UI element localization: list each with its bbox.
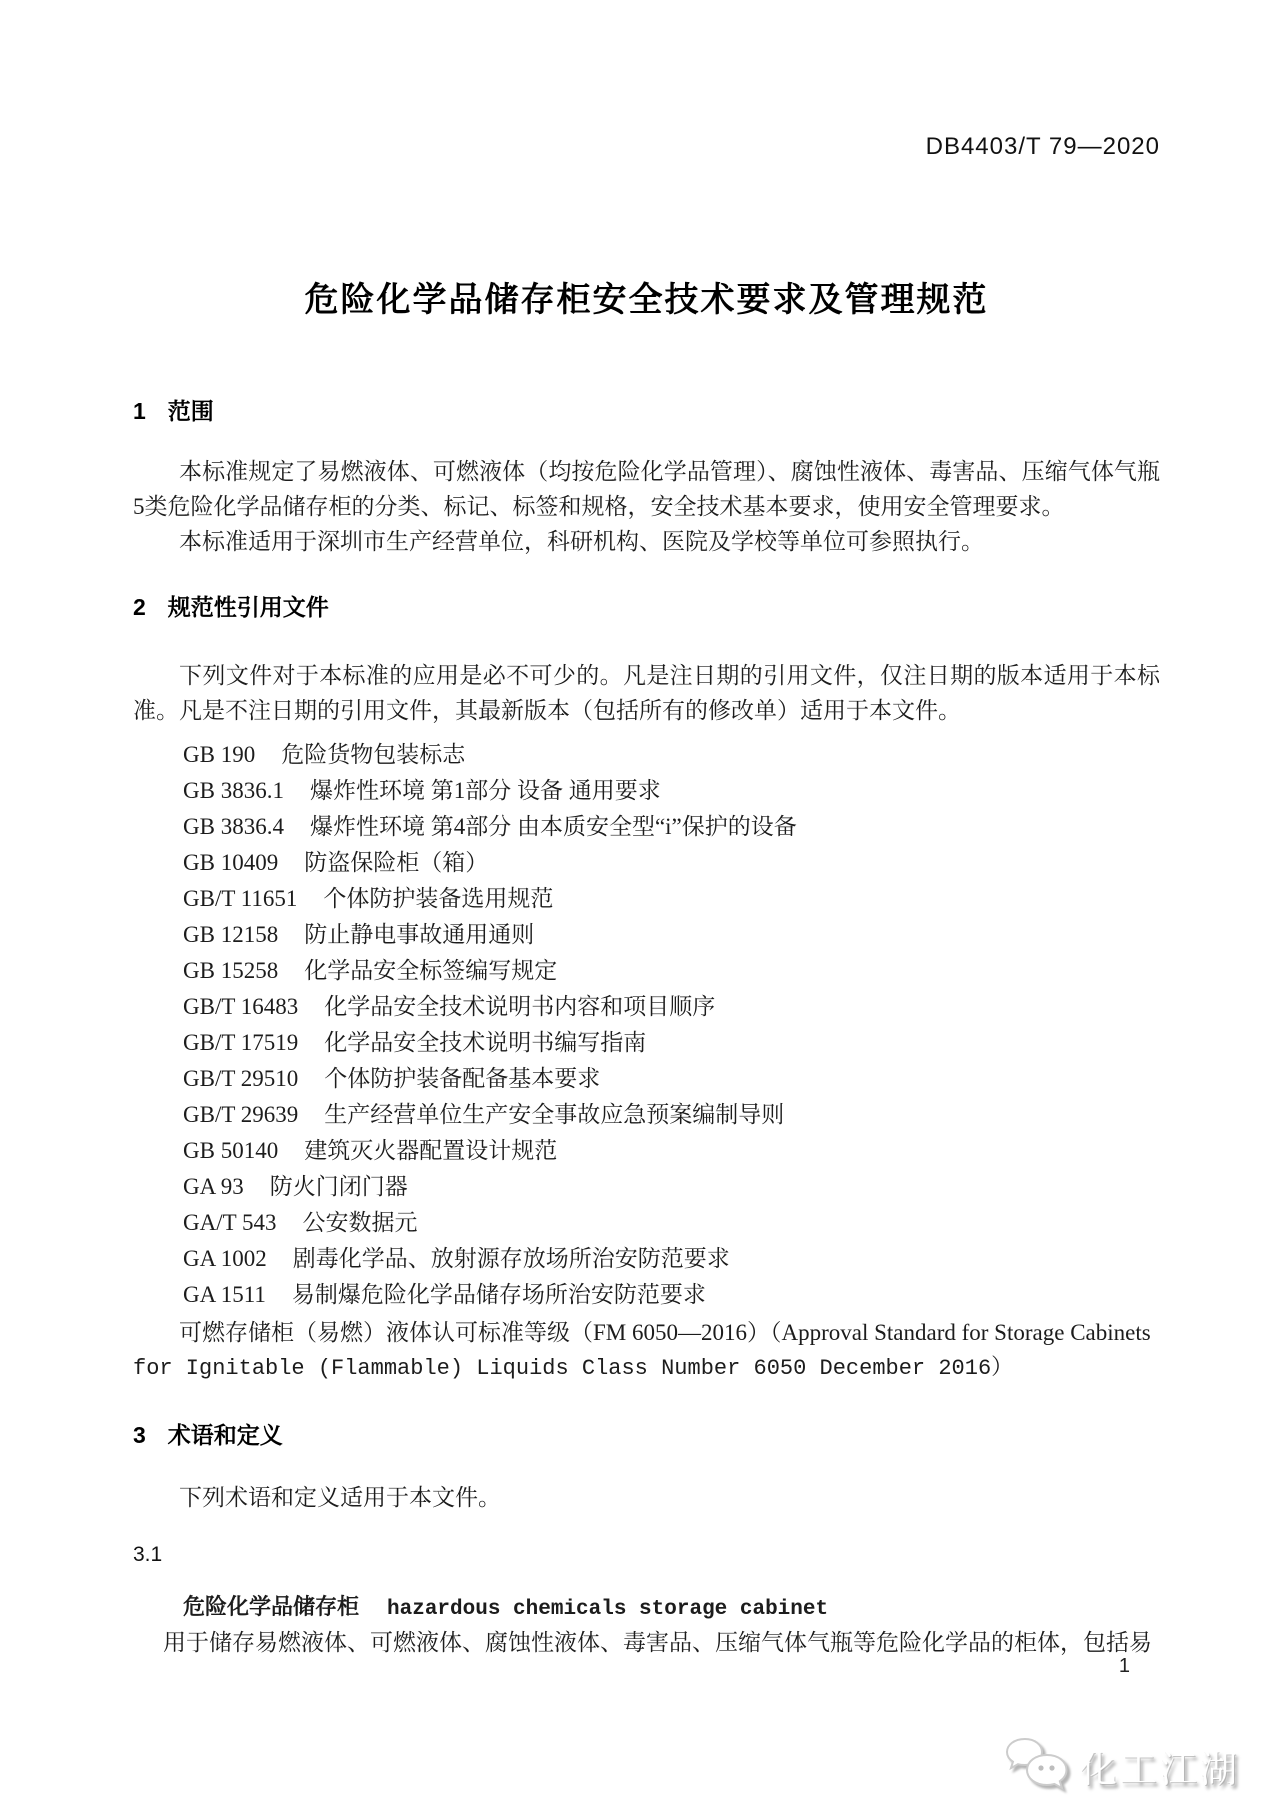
section-2-intro: 下列文件对于本标准的应用是必不可少的。凡是注日期的引用文件，仅注日期的版本适用于本标准。凡是不注日期的引用文件，其最新版本（包括所有的修改单）适用于本文件。: [133, 663, 1160, 723]
section-1-heading: [133, 396, 1160, 427]
fm-standard-reference: [133, 1315, 1160, 1387]
reference-title: 防止静电事故通用通则: [304, 922, 535, 947]
reference-list: [133, 737, 1160, 1313]
reference-title: 易制爆危险化学品储存场所治安防范要求: [291, 1282, 706, 1307]
reference-item: [183, 1277, 1160, 1313]
section-3-number: 3: [133, 1422, 146, 1448]
term-chinese: 危险化学品储存柜: [183, 1594, 360, 1619]
section-2-heading: [133, 592, 1160, 623]
reference-title: 公安数据元: [302, 1210, 418, 1235]
fm-standard-line-2: for Ignitable (Flammable) Liquids Class Number 6050 December 2016）: [133, 1356, 1014, 1381]
document-title: 危险化学品储存柜安全技术要求及管理规范: [304, 281, 989, 319]
reference-item: [183, 1205, 1160, 1241]
reference-title: 防盗保险柜（箱）: [304, 850, 489, 875]
reference-title: 防火门闭门器: [269, 1174, 408, 1199]
reference-code: GB/T 17519: [183, 1030, 299, 1055]
page-number: 1: [1118, 1655, 1130, 1677]
reference-item: [183, 1061, 1160, 1097]
reference-title: 化学品安全技术说明书内容和项目顺序: [324, 994, 716, 1019]
section-2-title: 规范性引用文件: [167, 594, 329, 620]
term-heading: [133, 1592, 1160, 1625]
reference-code: GB 190: [183, 742, 256, 767]
reference-item: [183, 953, 1160, 989]
term-english: hazardous chemicals storage cabinet: [387, 1598, 829, 1621]
reference-code: GB 12158: [183, 922, 279, 947]
watermark-text: 化工江湖: [1080, 1749, 1240, 1790]
fm-standard-line-1: 可燃存储柜（易燃）液体认可标准等级（FM 6050—2016）（Approval Standard for Storage Cabinets: [179, 1320, 1151, 1345]
reference-title: 个体防护装备配备基本要求: [324, 1066, 601, 1091]
reference-title: 建筑灭火器配置设计规范: [304, 1138, 558, 1163]
reference-item: [183, 1025, 1160, 1061]
standard-code: DB4403/T 79—2020: [925, 133, 1160, 160]
reference-code: GB 15258: [183, 958, 279, 983]
section-1-title: 范围: [167, 398, 214, 424]
reference-code: GB/T 29639: [183, 1102, 299, 1127]
section-1-number: 1: [133, 398, 146, 424]
reference-title: 爆炸性环境 第4部分 由本质安全型“i”保护的设备: [309, 814, 797, 839]
section-1-paragraph-1: 本标准规定了易燃液体、可燃液体（均按危险化学品管理）、腐蚀性液体、毒害品、压缩气体气瓶5类危险化学品储存柜的分类、标记、标签和规格，安全技术基本要求，使用安全管理要求。: [133, 459, 1160, 519]
section-3-title: 术语和定义: [167, 1422, 283, 1448]
section-1-paragraph-2: 本标准适用于深圳市生产经营单位，科研机构、医院及学校等单位可参照执行。: [179, 529, 984, 554]
reference-code: GA 1002: [183, 1246, 267, 1271]
reference-code: GB/T 11651: [183, 886, 298, 911]
reference-title: 爆炸性环境 第1部分 设备 通用要求: [309, 778, 661, 803]
reference-code: GB 50140: [183, 1138, 279, 1163]
reference-item: [183, 809, 1160, 845]
reference-item: [183, 917, 1160, 953]
section-2-number: 2: [133, 594, 146, 620]
reference-title: 剧毒化学品、放射源存放场所治安防范要求: [292, 1246, 730, 1271]
reference-item: [183, 737, 1160, 773]
reference-item: [183, 1097, 1160, 1133]
term-definition: 用于储存易燃液体、可燃液体、腐蚀性液体、毒害品、压缩气体气瓶等危险化学品的柜体，包括易: [163, 1630, 1152, 1655]
reference-code: GB 10409: [183, 850, 279, 875]
reference-item: [183, 1133, 1160, 1169]
term-number: 3.1: [133, 1543, 163, 1566]
reference-code: GA/T 543: [183, 1210, 277, 1235]
section-3-heading: [133, 1420, 1160, 1451]
reference-code: GB/T 29510: [183, 1066, 299, 1091]
reference-title: 化学品安全标签编写规定: [304, 958, 558, 983]
reference-item: [183, 1241, 1160, 1277]
reference-code: GA 1511: [183, 1282, 266, 1307]
reference-item: [183, 1169, 1160, 1205]
reference-item: [183, 845, 1160, 881]
reference-code: GA 93: [183, 1174, 244, 1199]
reference-item: [183, 989, 1160, 1025]
wechat-bubbles-icon: [1004, 1735, 1070, 1797]
section-3-intro: 下列术语和定义适用于本文件。: [179, 1485, 501, 1510]
reference-title: 个体防护装备选用规范: [323, 886, 554, 911]
reference-code: GB/T 16483: [183, 994, 299, 1019]
reference-title: 危险货物包装标志: [281, 742, 466, 767]
reference-code: GB 3836.1: [183, 778, 284, 803]
reference-item: [183, 881, 1160, 917]
reference-item: [183, 773, 1160, 809]
watermark: [1004, 1735, 1240, 1797]
reference-code: GB 3836.4: [183, 814, 284, 839]
reference-title: 生产经营单位生产安全事故应急预案编制导则: [324, 1102, 785, 1127]
reference-title: 化学品安全技术说明书编写指南: [324, 1030, 647, 1055]
